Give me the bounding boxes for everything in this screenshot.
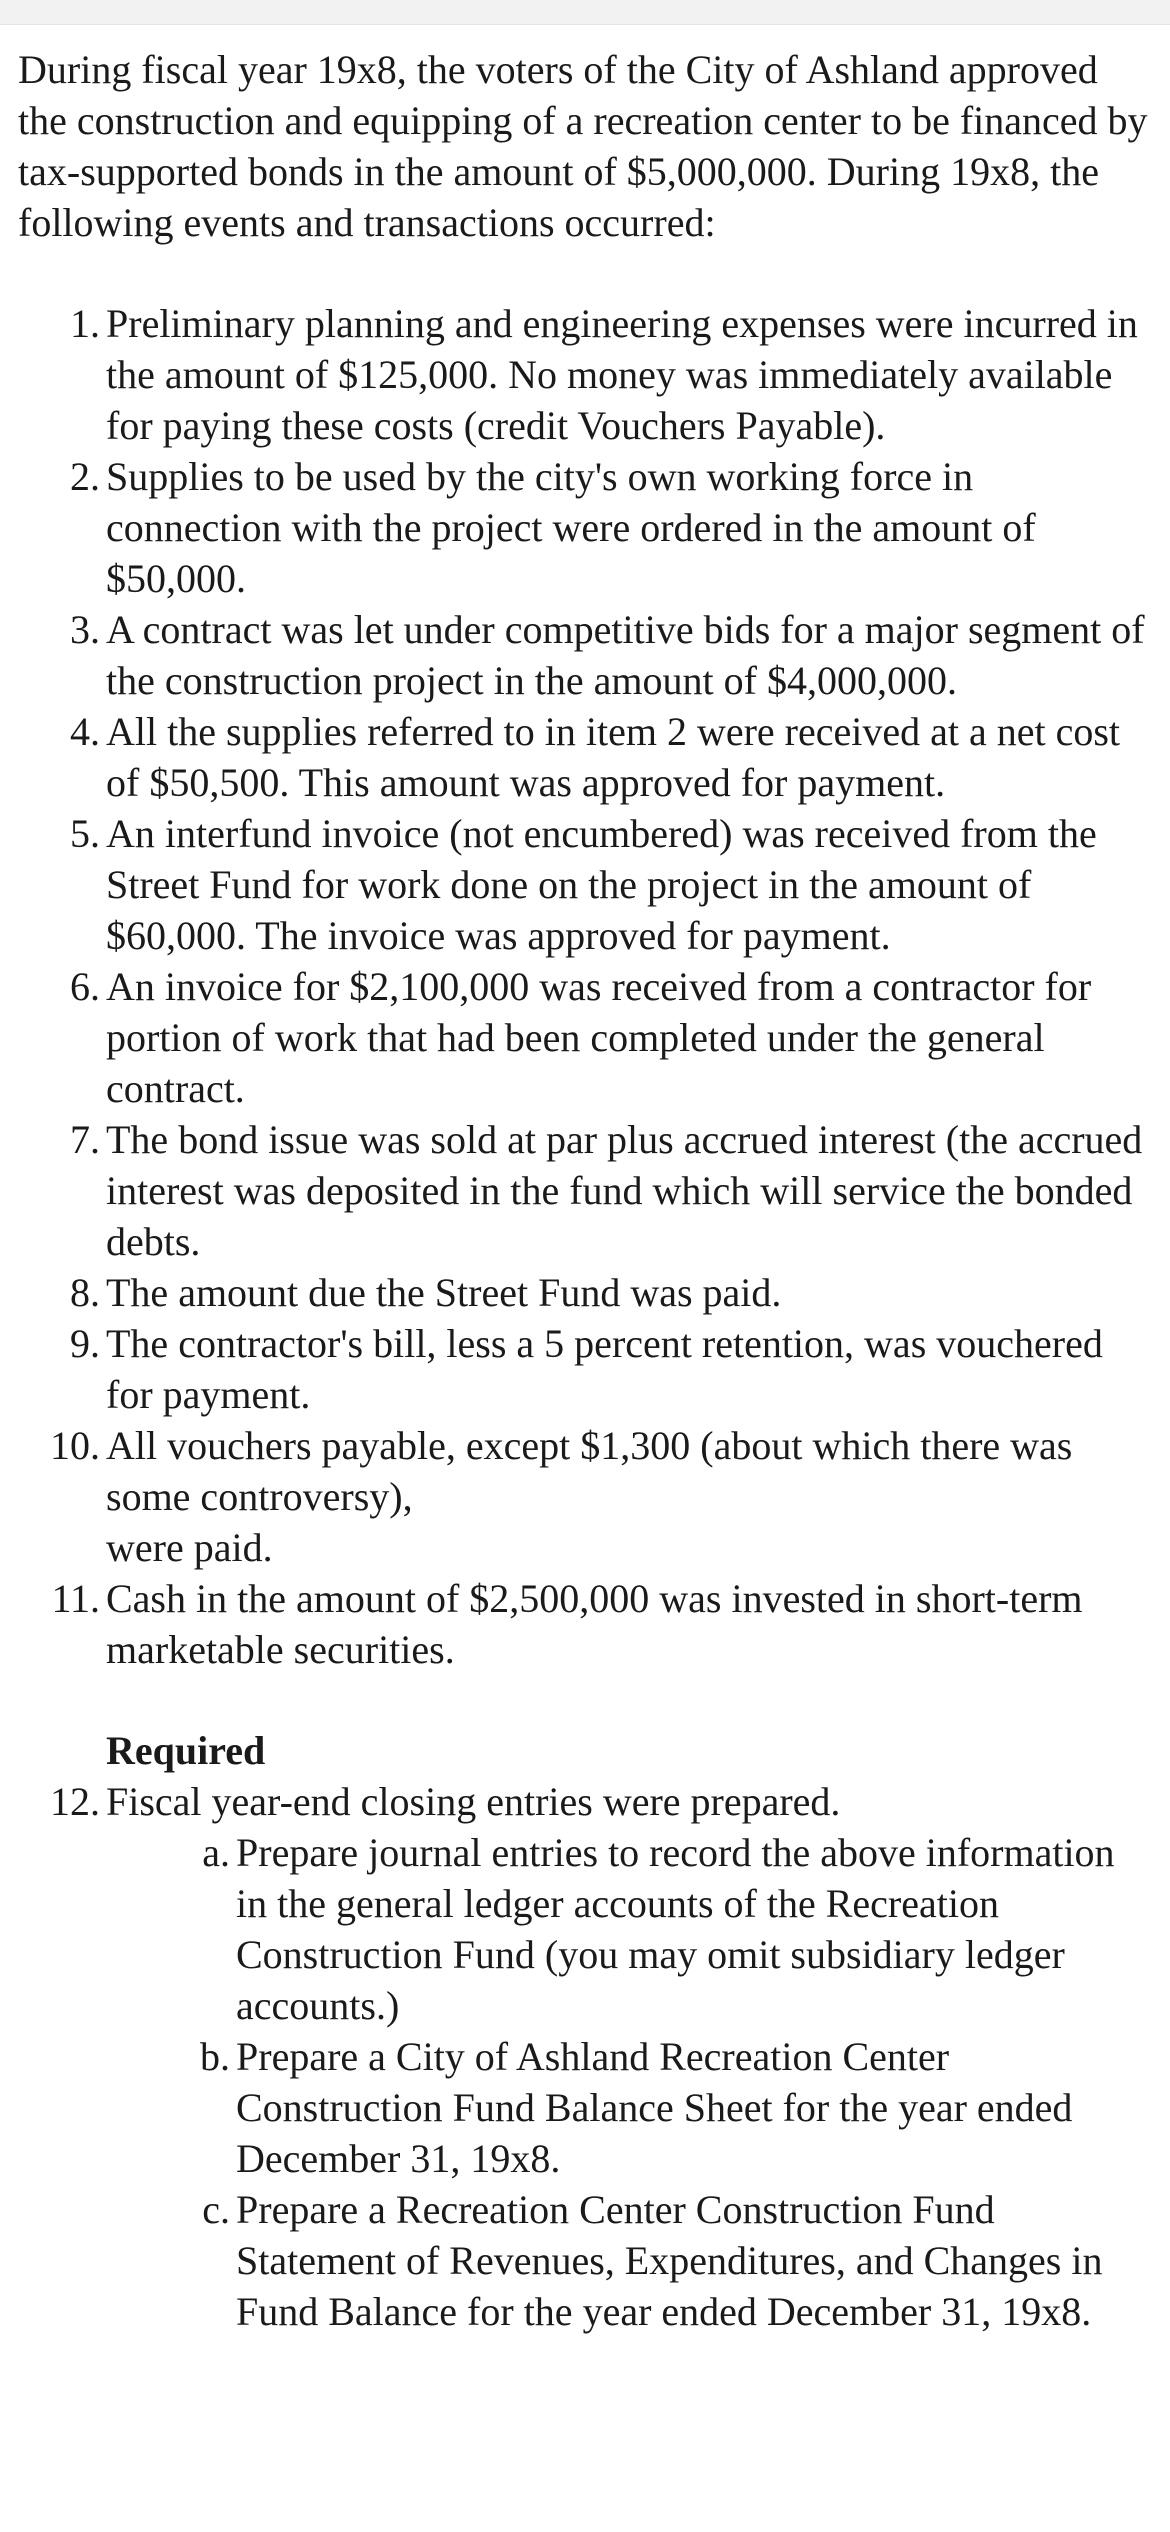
event-text: The amount due the Street Fund was paid. <box>106 1270 782 1315</box>
event-text: An interfund invoice (not encumbered) was received from the Street Fund for work done on the project in the amount of $60,000. The invoice was approved for payment. <box>106 811 1097 958</box>
event-number: 11. <box>51 1576 100 1621</box>
event-text: An invoice for $2,100,000 was received from a contractor for portion of work that had been completed under the general contract. <box>106 964 1092 1111</box>
event-item-10 <box>18 1420 1152 1573</box>
event-text: A contract was let under competitive bids for a major segment of the construction project in the amount of $4,000,000. <box>106 607 1145 703</box>
event-item-8 <box>18 1267 1152 1318</box>
subitem-c <box>106 2184 1152 2337</box>
event-number: 12. <box>50 1779 100 1824</box>
event-item-2 <box>18 451 1152 604</box>
events-list <box>18 298 1152 1675</box>
event-item-1 <box>18 298 1152 451</box>
top-bar <box>0 0 1170 25</box>
event-text-line-1: All vouchers payable, except $1,300 (about which there was some controversy), <box>106 1423 1073 1519</box>
event-item-12 <box>18 1776 1152 2337</box>
problem-content <box>18 44 1152 2337</box>
event-text-line-2: were paid. <box>106 1525 273 1570</box>
event-number: 10. <box>50 1423 100 1468</box>
subitem-letter: a. <box>202 1830 230 1875</box>
subitem-letter: b. <box>200 2034 230 2079</box>
subitem-a <box>106 1827 1152 2031</box>
event-text: Supplies to be used by the city's own working force in connection with the project were ordered in the amount of $50,000. <box>106 454 1036 601</box>
intro-paragraph: During fiscal year 19x8, the voters of the City of Ashland approved the construction and equipping of a recreation center to be financed by tax-supported bonds in the amount of $5,000,000. During 19x8, the following events and transactions occurred: <box>18 47 1148 245</box>
event-text: The contractor's bill, less a 5 percent retention, was vouchered for payment. <box>106 1321 1103 1417</box>
event-number: 7. <box>70 1117 100 1162</box>
event-item-11 <box>18 1573 1152 1675</box>
required-subitems <box>106 1827 1152 2337</box>
event-item-5 <box>18 808 1152 961</box>
event-number: 4. <box>70 709 100 754</box>
subitem-text: Prepare a Recreation Center Construction Fund Statement of Revenues, Expenditures, and Changes in Fund Balance for the year ended December 31, 19x8. <box>236 2187 1103 2334</box>
event-item-9 <box>18 1318 1152 1420</box>
subitem-text: Prepare journal entries to record the above information in the general ledger accounts of the Recreation Construction Fund (you may omit subsidiary ledger accounts.) <box>236 1830 1115 2028</box>
event-text: All the supplies referred to in item 2 were received at a net cost of $50,500. This amount was approved for payment. <box>106 709 1121 805</box>
event-number: 3. <box>70 607 100 652</box>
event-number: 1. <box>70 301 100 346</box>
subitem-text: Prepare a City of Ashland Recreation Center Construction Fund Balance Sheet for the year ended December 31, 19x8. <box>236 2034 1073 2181</box>
subitem-letter: c. <box>202 2187 230 2232</box>
event-text: Cash in the amount of $2,500,000 was invested in short-term marketable securities. <box>106 1576 1083 1672</box>
event-text: The bond issue was sold at par plus accrued interest (the accrued interest was deposited in the fund which will service the bonded debts. <box>106 1117 1143 1264</box>
required-list <box>18 1776 1152 2337</box>
event-text: Fiscal year-end closing entries were prepared. <box>106 1779 841 1824</box>
event-number: 6. <box>70 964 100 1009</box>
event-item-7 <box>18 1114 1152 1267</box>
event-number: 8. <box>70 1270 100 1315</box>
required-section <box>18 1725 1152 2337</box>
required-heading: Required <box>106 1728 266 1773</box>
subitem-b <box>106 2031 1152 2184</box>
event-text: Preliminary planning and engineering expenses were incurred in the amount of $125,000. No money was immediately available for paying these costs (credit Vouchers Payable). <box>106 301 1138 448</box>
event-item-6 <box>18 961 1152 1114</box>
event-number: 9. <box>70 1321 100 1366</box>
event-number: 5. <box>70 811 100 856</box>
event-number: 2. <box>70 454 100 499</box>
event-item-3 <box>18 604 1152 706</box>
event-item-4 <box>18 706 1152 808</box>
